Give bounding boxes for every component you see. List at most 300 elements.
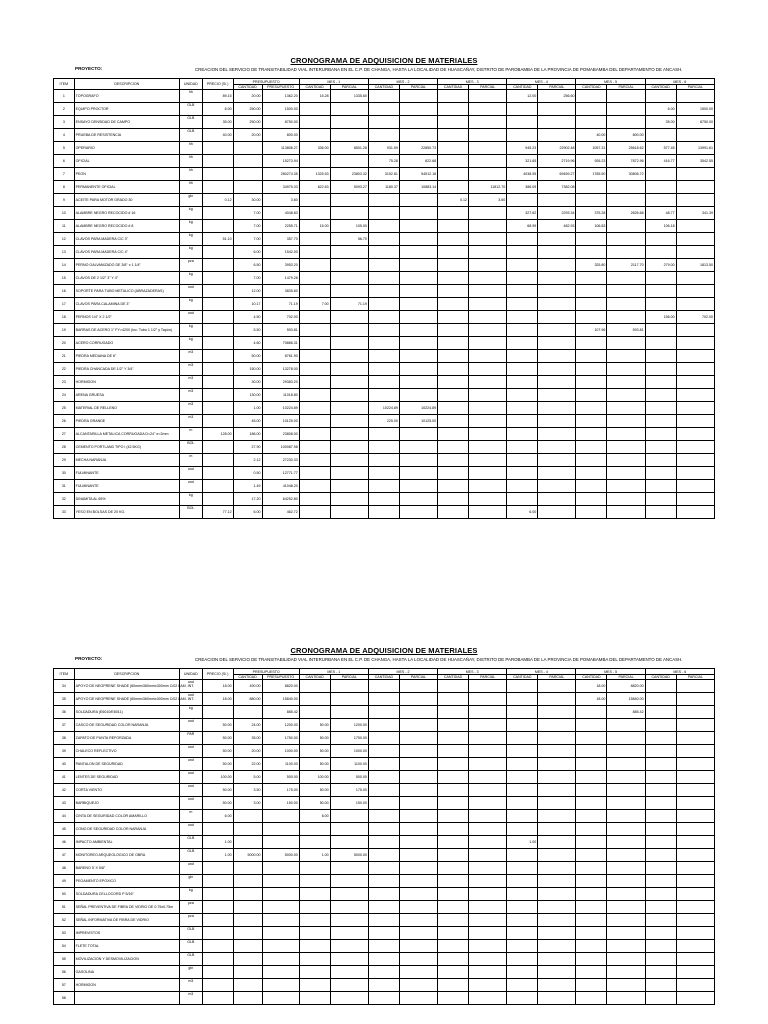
item-budget: 1479.28 <box>262 272 299 285</box>
subheader-cantidad: CANTIDAD <box>368 85 399 90</box>
item-number: 56 <box>54 966 75 979</box>
item-price: 100.00 <box>202 771 233 784</box>
table-row <box>54 350 715 363</box>
month-6-quantity <box>645 285 676 298</box>
month-1-quantity <box>299 350 330 363</box>
item-quantity: 20.00 <box>233 745 262 758</box>
month-3-quantity <box>438 680 469 693</box>
month-6-quantity <box>645 797 676 810</box>
month-5-partial <box>607 506 645 519</box>
month-1-quantity <box>299 363 330 376</box>
month-2-quantity <box>368 233 399 246</box>
month-2-partial <box>399 441 437 454</box>
month-3-partial <box>469 142 507 155</box>
item-price <box>202 389 233 402</box>
month-4-partial <box>538 940 576 953</box>
month-1-partial: 1000.00 <box>330 745 368 758</box>
item-unit: hh <box>179 90 202 103</box>
item-description: APOYO DE NEOPRENE SHADE (60mmx360mmx300mm C/02 LAM. INT. <box>74 693 179 706</box>
month-4-partial <box>538 129 576 142</box>
month-1-partial: 150.00 <box>330 797 368 810</box>
item-number: 52 <box>54 914 75 927</box>
month-4-quantity <box>507 758 538 771</box>
month-6-partial <box>676 285 714 298</box>
month-3-partial <box>469 758 507 771</box>
month-3-partial <box>469 220 507 233</box>
item-number: 31 <box>54 480 75 493</box>
item-number: 26 <box>54 415 75 428</box>
month-6-partial <box>676 389 714 402</box>
item-number: 48 <box>54 862 75 875</box>
month-1-partial: 56.70 <box>330 233 368 246</box>
item-description: SEÑAL INFORMATIVA DE FIBRA DE VIDRIO <box>74 914 179 927</box>
month-4-partial <box>538 836 576 849</box>
item-quantity: 150.00 <box>233 363 262 376</box>
month-3-quantity <box>438 441 469 454</box>
item-number: 1 <box>54 90 75 103</box>
month-5-quantity: 18.00 <box>576 680 607 693</box>
month-4-quantity <box>507 428 538 441</box>
month-5-quantity <box>576 272 607 285</box>
item-number: 15 <box>54 272 75 285</box>
month-3-quantity <box>438 901 469 914</box>
month-4-quantity <box>507 298 538 311</box>
month-4-partial <box>538 311 576 324</box>
item-quantity <box>233 914 262 927</box>
item-unit: m <box>179 454 202 467</box>
item-price: 50.00 <box>202 732 233 745</box>
month-5-partial <box>607 350 645 363</box>
month-5-quantity <box>576 298 607 311</box>
month-2-quantity: 3152.81 <box>368 168 399 181</box>
month-1-partial <box>330 862 368 875</box>
month-4-quantity <box>507 454 538 467</box>
item-budget: 885.42 <box>262 706 299 719</box>
item-unit: kg <box>179 246 202 259</box>
month-1-quantity: 15.00 <box>299 220 330 233</box>
month-2-partial <box>399 901 437 914</box>
month-3-partial <box>469 324 507 337</box>
month-3-partial <box>469 693 507 706</box>
month-2-partial <box>399 129 437 142</box>
month-6-partial <box>676 337 714 350</box>
month-6-partial <box>676 350 714 363</box>
month-6-partial <box>676 194 714 207</box>
item-quantity: 6.00 <box>233 246 262 259</box>
month-6-quantity <box>645 389 676 402</box>
item-description: OPERARIO <box>74 142 179 155</box>
item-description: CLAVOS PARA CALAMINA DE 3" <box>74 298 179 311</box>
month-4-quantity: 386.09 <box>507 181 538 194</box>
item-price <box>202 246 233 259</box>
item-quantity <box>233 901 262 914</box>
month-6-quantity <box>645 719 676 732</box>
item-price <box>202 324 233 337</box>
month-4-quantity <box>507 350 538 363</box>
table-row <box>54 784 715 797</box>
item-description: PERNOS 1/4" X 2 1/2" <box>74 311 179 324</box>
month-5-partial <box>607 181 645 194</box>
month-6-partial <box>676 680 714 693</box>
month-5-quantity <box>576 758 607 771</box>
item-price <box>202 220 233 233</box>
month-1-quantity <box>299 480 330 493</box>
item-quantity: 24.00 <box>233 719 262 732</box>
month-3-partial <box>469 784 507 797</box>
month-4-partial <box>538 506 576 519</box>
item-budget: 23808.00 <box>262 428 299 441</box>
month-1-quantity <box>299 376 330 389</box>
column-header-month-4: MES - 4 <box>507 669 576 675</box>
item-budget: 13278.00 <box>262 363 299 376</box>
month-1-partial: 105.00 <box>330 220 368 233</box>
month-2-quantity <box>368 493 399 506</box>
item-quantity: 12.00 <box>233 285 262 298</box>
month-2-partial <box>399 810 437 823</box>
month-2-quantity <box>368 220 399 233</box>
month-6-quantity <box>645 194 676 207</box>
item-budget: 800.00 <box>262 129 299 142</box>
month-4-quantity <box>507 441 538 454</box>
month-4-quantity <box>507 706 538 719</box>
item-number: 36 <box>54 706 75 719</box>
item-unit: und <box>179 745 202 758</box>
month-2-quantity <box>368 875 399 888</box>
month-5-partial <box>607 745 645 758</box>
month-5-partial <box>607 103 645 116</box>
item-number: 41 <box>54 771 75 784</box>
month-2-partial <box>399 914 437 927</box>
subheader-parcial: PARCIAL <box>469 85 507 90</box>
month-3-quantity <box>438 758 469 771</box>
item-price <box>202 285 233 298</box>
item-price <box>202 168 233 181</box>
month-2-partial <box>399 693 437 706</box>
month-4-quantity <box>507 732 538 745</box>
table-row <box>54 797 715 810</box>
month-4-quantity <box>507 745 538 758</box>
month-2-partial <box>399 298 437 311</box>
month-3-partial <box>469 888 507 901</box>
item-quantity: 880.00 <box>233 693 262 706</box>
item-number: 10 <box>54 207 75 220</box>
month-4-quantity <box>507 389 538 402</box>
month-2-partial <box>399 350 437 363</box>
month-4-quantity: 6.00 <box>507 506 538 519</box>
column-header-price: PRECIO (S/.) <box>202 669 233 680</box>
month-3-quantity <box>438 693 469 706</box>
month-2-quantity <box>368 693 399 706</box>
month-4-quantity <box>507 467 538 480</box>
month-6-partial <box>676 914 714 927</box>
item-price <box>202 311 233 324</box>
month-4-quantity <box>507 129 538 142</box>
table-row <box>54 693 715 706</box>
month-4-partial <box>538 246 576 259</box>
project-description: CREACION DEL SERVICIO DE TRANSITABILIDAD VIAL INTERURBANA EN EL C.P. DE CHANGA, HASTA LA LOCALIDAD DE HUASCAÑAY, DISTRITO DE PAROBAMBA DE LA PROVINCIA DE POMABAMBA DEL DEPARTAMENTO DE ANCASH. <box>195 67 683 72</box>
month-3-quantity <box>438 376 469 389</box>
month-6-quantity <box>645 298 676 311</box>
month-6-partial <box>676 758 714 771</box>
month-5-quantity <box>576 719 607 732</box>
month-5-partial <box>607 927 645 940</box>
item-number: 24 <box>54 389 75 402</box>
item-price <box>202 862 233 875</box>
item-unit: und <box>179 311 202 324</box>
month-1-quantity <box>299 285 330 298</box>
month-6-quantity <box>645 454 676 467</box>
item-quantity: 35.00 <box>233 732 262 745</box>
month-2-partial <box>399 246 437 259</box>
month-4-quantity <box>507 680 538 693</box>
month-5-quantity <box>576 992 607 1005</box>
month-5-quantity <box>576 914 607 927</box>
materials-table <box>53 78 715 519</box>
month-3-partial <box>469 810 507 823</box>
month-2-quantity <box>368 966 399 979</box>
month-5-quantity <box>576 810 607 823</box>
month-5-quantity: 18.00 <box>576 693 607 706</box>
month-2-quantity <box>368 506 399 519</box>
item-description: YESO EN BOLSAS DE 20 KG. <box>74 506 179 519</box>
month-1-partial <box>330 350 368 363</box>
item-budget: 27230.33 <box>262 454 299 467</box>
month-5-partial <box>607 836 645 849</box>
item-quantity: 4.60 <box>233 337 262 350</box>
month-1-quantity: 15.28 <box>299 90 330 103</box>
item-number: 4 <box>54 129 75 142</box>
month-3-quantity <box>438 927 469 940</box>
column-header-unit: UNIDAD <box>179 79 202 90</box>
month-4-partial <box>538 402 576 415</box>
table-row <box>54 771 715 784</box>
month-6-quantity <box>645 979 676 992</box>
month-4-quantity <box>507 246 538 259</box>
month-4-partial: 2293.34 <box>538 207 576 220</box>
month-6-partial <box>676 810 714 823</box>
month-6-partial <box>676 875 714 888</box>
item-description: PIEDRA GRANDE <box>74 415 179 428</box>
item-unit: GLB <box>179 940 202 953</box>
month-3-partial <box>469 862 507 875</box>
month-6-partial <box>676 324 714 337</box>
month-3-quantity <box>438 940 469 953</box>
month-5-partial <box>607 194 645 207</box>
item-unit: GLB <box>179 103 202 116</box>
month-6-quantity <box>645 745 676 758</box>
table-row <box>54 454 715 467</box>
month-3-quantity <box>438 337 469 350</box>
month-4-partial <box>538 389 576 402</box>
item-quantity: 3.00 <box>233 797 262 810</box>
item-budget <box>262 823 299 836</box>
month-5-quantity <box>576 415 607 428</box>
month-1-quantity <box>299 311 330 324</box>
month-5-quantity <box>576 888 607 901</box>
column-header-month-3: MES - 3 <box>438 669 507 675</box>
item-unit: und <box>179 480 202 493</box>
item-quantity <box>233 810 262 823</box>
item-budget: 150.00 <box>262 797 299 810</box>
month-2-quantity <box>368 363 399 376</box>
table-row <box>54 116 715 129</box>
month-5-partial <box>607 732 645 745</box>
item-budget: 71.19 <box>262 298 299 311</box>
month-2-partial <box>399 311 437 324</box>
subheader-parcial: PARCIAL <box>330 675 368 680</box>
month-6-quantity <box>645 680 676 693</box>
item-price <box>202 337 233 350</box>
month-3-quantity <box>438 953 469 966</box>
month-2-quantity <box>368 706 399 719</box>
month-5-quantity <box>576 467 607 480</box>
month-6-quantity <box>645 181 676 194</box>
table-row <box>54 823 715 836</box>
month-4-quantity <box>507 771 538 784</box>
table-row <box>54 285 715 298</box>
month-6-partial <box>676 927 714 940</box>
month-6-partial <box>676 467 714 480</box>
month-3-quantity <box>438 220 469 233</box>
month-1-quantity <box>299 940 330 953</box>
month-6-quantity <box>645 233 676 246</box>
month-3-quantity <box>438 454 469 467</box>
month-3-partial <box>469 454 507 467</box>
item-unit: und <box>179 680 202 693</box>
table-row <box>54 979 715 992</box>
item-description: ALCANTARILLA METALICA CORRUGADA D=24" e=2mm <box>74 428 179 441</box>
item-unit: m3 <box>179 350 202 363</box>
month-1-quantity <box>299 103 330 116</box>
month-3-partial <box>469 719 507 732</box>
item-number: 33 <box>54 506 75 519</box>
item-description: CINTA DE SEGURIDAD COLOR AMARILLO <box>74 810 179 823</box>
sheet-title: CRONOGRAMA DE ADQUISICION DE MATERIALES <box>290 56 478 65</box>
item-unit: m <box>179 810 202 823</box>
month-3-partial <box>469 927 507 940</box>
month-1-partial: 500.00 <box>330 771 368 784</box>
item-price <box>202 914 233 927</box>
month-4-partial <box>538 862 576 875</box>
item-price <box>202 979 233 992</box>
table-row <box>54 376 715 389</box>
month-6-quantity: 416.77 <box>645 155 676 168</box>
month-3-partial <box>469 272 507 285</box>
month-6-partial <box>676 298 714 311</box>
month-2-quantity <box>368 324 399 337</box>
item-number: 7 <box>54 168 75 181</box>
month-3-quantity <box>438 966 469 979</box>
month-4-partial: 256.60 <box>538 90 576 103</box>
month-5-quantity: 106.83 <box>576 220 607 233</box>
month-6-quantity <box>645 480 676 493</box>
month-2-partial <box>399 376 437 389</box>
item-number: 23 <box>54 376 75 389</box>
month-5-partial <box>607 901 645 914</box>
month-1-quantity <box>299 402 330 415</box>
month-1-quantity <box>299 389 330 402</box>
month-4-quantity <box>507 823 538 836</box>
month-6-quantity: 279.00 <box>645 259 676 272</box>
item-number: 2 <box>54 103 75 116</box>
subheader-cantidad: CANTIDAD <box>645 85 676 90</box>
month-2-partial <box>399 966 437 979</box>
month-5-partial <box>607 914 645 927</box>
month-1-quantity <box>299 259 330 272</box>
item-number: 40 <box>54 758 75 771</box>
item-number: 22 <box>54 363 75 376</box>
item-price: 18.00 <box>202 693 233 706</box>
item-price: 1.00 <box>202 836 233 849</box>
table-row <box>54 719 715 732</box>
month-1-quantity <box>299 862 330 875</box>
month-1-quantity <box>299 953 330 966</box>
item-budget <box>262 953 299 966</box>
item-description: CASCO DE SEGURIDAD COLOR NARANJA <box>74 719 179 732</box>
month-6-partial <box>676 966 714 979</box>
month-1-partial: 23803.32 <box>330 168 368 181</box>
item-unit: und <box>179 797 202 810</box>
month-4-partial <box>538 298 576 311</box>
table-row <box>54 992 715 1005</box>
month-2-quantity <box>368 337 399 350</box>
item-price <box>202 875 233 888</box>
month-2-partial <box>399 233 437 246</box>
month-4-quantity <box>507 940 538 953</box>
table-row <box>54 207 715 220</box>
month-1-partial <box>330 506 368 519</box>
month-4-quantity <box>507 693 538 706</box>
item-unit: m3 <box>179 376 202 389</box>
month-3-quantity <box>438 350 469 363</box>
month-1-quantity: 50.00 <box>299 797 330 810</box>
month-4-partial <box>538 810 576 823</box>
item-budget: 70866.31 <box>262 337 299 350</box>
month-2-quantity <box>368 901 399 914</box>
item-budget <box>262 862 299 875</box>
month-3-partial <box>469 732 507 745</box>
month-1-partial <box>330 888 368 901</box>
item-unit: m3 <box>179 402 202 415</box>
column-header-month-1: MES - 1 <box>299 79 368 85</box>
item-price <box>202 953 233 966</box>
item-quantity: 30.00 <box>233 376 262 389</box>
month-2-quantity <box>368 129 399 142</box>
item-number: 45 <box>54 823 75 836</box>
table-row <box>54 415 715 428</box>
item-quantity <box>233 966 262 979</box>
month-6-quantity <box>645 914 676 927</box>
item-quantity <box>233 168 262 181</box>
month-3-quantity <box>438 415 469 428</box>
month-5-quantity <box>576 797 607 810</box>
month-4-quantity <box>507 480 538 493</box>
month-1-quantity <box>299 901 330 914</box>
month-3-partial <box>469 363 507 376</box>
month-4-quantity <box>507 914 538 927</box>
month-1-quantity <box>299 875 330 888</box>
month-6-quantity <box>645 875 676 888</box>
month-2-partial: 10883.14 <box>399 181 437 194</box>
item-unit: m <box>179 428 202 441</box>
materials-table <box>53 668 715 1005</box>
month-1-partial <box>330 940 368 953</box>
item-budget: 8820.00 <box>262 680 299 693</box>
table-row <box>54 706 715 719</box>
item-budget: 1100.00 <box>262 758 299 771</box>
month-2-quantity <box>368 979 399 992</box>
month-1-partial <box>330 836 368 849</box>
